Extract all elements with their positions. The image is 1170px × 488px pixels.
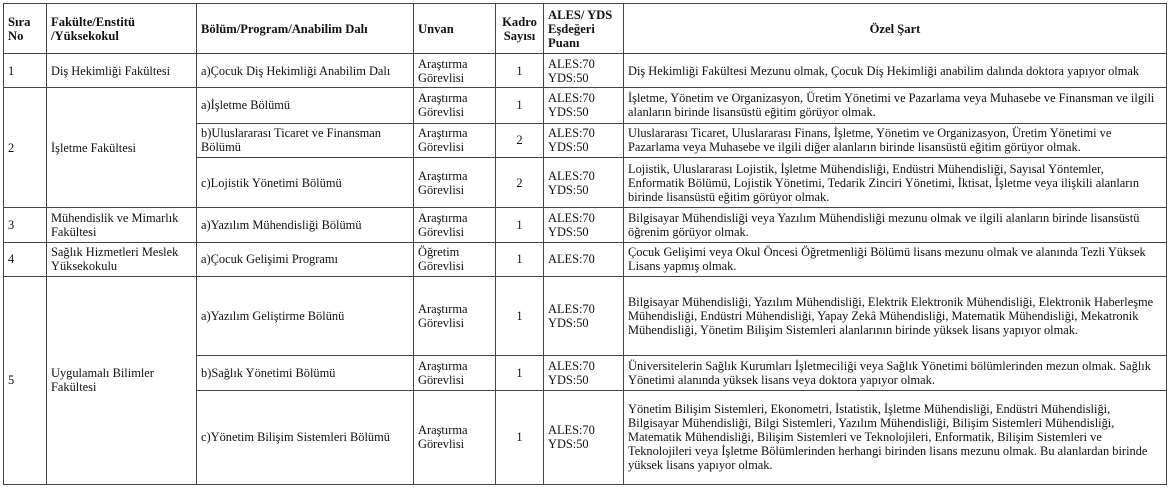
program-name: b)Uluslararası Ticaret ve Finansman Bölümü — [197, 123, 414, 157]
special-condition: Bilgisayar Mühendisliği veya Yazılım Mühendisliği mezunu olmak ve ilgili alanların birinde lisansüstü öğrenim görüyor olmak. — [624, 208, 1167, 242]
position-title: Araştırma Görevlisi — [414, 157, 496, 207]
position-count: 1 — [496, 54, 544, 88]
header-bolum: Bölüm/Program/Anabilim Dalı — [197, 4, 414, 54]
header-sira: Sıra No — [4, 4, 47, 54]
table-row — [4, 54, 1167, 88]
special-condition: Üniversitelerin Sağlık Kurumları İşletmeciliği veya Sağlık Yönetimi bölümlerinden mezun olmak. Sağlık Yönetimi alanında yüksek lisans veya doktora yapıyor olmak. — [624, 356, 1167, 390]
ales-score: ALES:70 YDS:50 — [544, 157, 624, 207]
row-number: 4 — [4, 242, 47, 276]
position-count: 2 — [496, 123, 544, 157]
position-count: 1 — [496, 88, 544, 123]
faculty-name: Sağlık Hizmetleri Meslek Yüksekokulu — [47, 242, 197, 276]
position-count: 1 — [496, 208, 544, 242]
special-condition: İşletme, Yönetim ve Organizasyon, Üretim Yönetimi ve Pazarlama veya Muhasebe ve Finansman ve ilgili alanların birinde lisansüstü eğitim görüyor olmak. — [624, 88, 1167, 123]
position-count: 1 — [496, 276, 544, 355]
program-name: c)Lojistik Yönetimi Bölümü — [197, 157, 414, 207]
position-title: Araştırma Görevlisi — [414, 123, 496, 157]
special-condition: Lojistik, Uluslararası Lojistik, İşletme Mühendisliği, Endüstri Mühendisliği, Sayısal Yöntemler, Enformatik Bölümü, Lojistik Yönetimi, Tedarik Zinciri Yönetimi, İktisat, İşletme veya ilişkili alanların birinde lisansüstü eğitim görüyor olmak. — [624, 157, 1167, 207]
special-condition: Diş Hekimliği Fakültesi Mezunu olmak, Çocuk Diş Hekimliği anabilim dalında doktora yapıyor olmak — [624, 54, 1167, 88]
header-ozel: Özel Şart — [624, 4, 1167, 54]
position-count: 2 — [496, 157, 544, 207]
position-count: 1 — [496, 390, 544, 484]
ales-score: ALES:70 YDS:50 — [544, 276, 624, 355]
position-title: Öğretim Görevlisi — [414, 242, 496, 276]
row-number: 3 — [4, 208, 47, 242]
table-row — [4, 88, 1167, 123]
position-title: Araştırma Görevlisi — [414, 208, 496, 242]
ales-score: ALES:70 YDS:50 — [544, 123, 624, 157]
ales-score: ALES:70 YDS:50 — [544, 356, 624, 390]
position-title: Araştırma Görevlisi — [414, 54, 496, 88]
ales-score: ALES:70 YDS:50 — [544, 54, 624, 88]
position-count: 1 — [496, 242, 544, 276]
header-kadro: Kadro Sayısı — [496, 4, 544, 54]
special-condition: Yönetim Bilişim Sistemleri, Ekonometri, İstatistik, İşletme Mühendisliği, Endüstri Mühendisliği, Bilgisayar Mühendisliği, Bilgi Sistemleri, Yazılım Mühendisliği, Bilişim Sistemleri Mühendisliği, Matematik Mühendisliği, Bilişim Sistemleri ve Teknolojileri, Enformatik, Bilişim Sistemleri ve Teknolojileri veya İşletme Bölümlerinden herhangi birinden lisans mezunu olmak. Bu alanlardan birinde yüksek lisans yapıyor olmak. — [624, 390, 1167, 484]
faculty-name: Uygulamalı Bilimler Fakültesi — [47, 276, 197, 484]
program-name: c)Yönetim Bilişim Sistemleri Bölümü — [197, 390, 414, 484]
header-fakulte: Fakülte/Enstitü /Yüksekokul — [47, 4, 197, 54]
positions-table — [3, 3, 1167, 485]
program-name: a)Çocuk Gelişimi Programı — [197, 242, 414, 276]
header-unvan: Unvan — [414, 4, 496, 54]
special-condition: Çocuk Gelişimi veya Okul Öncesi Öğretmenliği Bölümü lisans mezunu olmak ve alanında Tezli Yüksek Lisans yapmış olmak. — [624, 242, 1167, 276]
row-number: 1 — [4, 54, 47, 88]
row-number: 2 — [4, 88, 47, 208]
table-row — [4, 242, 1167, 276]
program-name: a)İşletme Bölümü — [197, 88, 414, 123]
row-number: 5 — [4, 276, 47, 484]
position-title: Araştırma Görevlisi — [414, 390, 496, 484]
header-ales: ALES/ YDS Eşdeğeri Puanı — [544, 4, 624, 54]
ales-score: ALES:70 YDS:50 — [544, 88, 624, 123]
faculty-name: Diş Hekimliği Fakültesi — [47, 54, 197, 88]
special-condition: Bilgisayar Mühendisliği, Yazılım Mühendisliği, Elektrik Elektronik Mühendisliği, Elektronik Haberleşme Mühendisliği, Endüstri Mühendisliği, Yapay Zekâ Mühendisliği, Matematik Mühendisliği, Mekatronik Mühendisliği, Yönetim Bilişim Sistemleri alanlarının birinde yüksek lisans yapıyor olmak. — [624, 276, 1167, 355]
program-name: a)Yazılım Mühendisliği Bölümü — [197, 208, 414, 242]
position-title: Araştırma Görevlisi — [414, 276, 496, 355]
program-name: b)Sağlık Yönetimi Bölümü — [197, 356, 414, 390]
special-condition: Uluslararası Ticaret, Uluslararası Finans, İşletme, Yönetim ve Organizasyon, Üretim Yönetimi ve Pazarlama veya Muhasebe ve ilgili diğer alanların birinde lisansüstü eğitim görüyor olmak. — [624, 123, 1167, 157]
program-name: a)Yazılım Geliştirme Bölünü — [197, 276, 414, 355]
position-count: 1 — [496, 356, 544, 390]
faculty-name: Mühendislik ve Mimarlık Fakültesi — [47, 208, 197, 242]
program-name: a)Çocuk Diş Hekimliği Anabilim Dalı — [197, 54, 414, 88]
ales-score: ALES:70 YDS:50 — [544, 390, 624, 484]
table-row — [4, 276, 1167, 355]
position-title: Araştırma Görevlisi — [414, 88, 496, 123]
position-title: Araştırma Görevlisi — [414, 356, 496, 390]
ales-score: ALES:70 YDS:50 — [544, 208, 624, 242]
faculty-name: İşletme Fakültesi — [47, 88, 197, 208]
table-row — [4, 208, 1167, 242]
ales-score: ALES:70 — [544, 242, 624, 276]
